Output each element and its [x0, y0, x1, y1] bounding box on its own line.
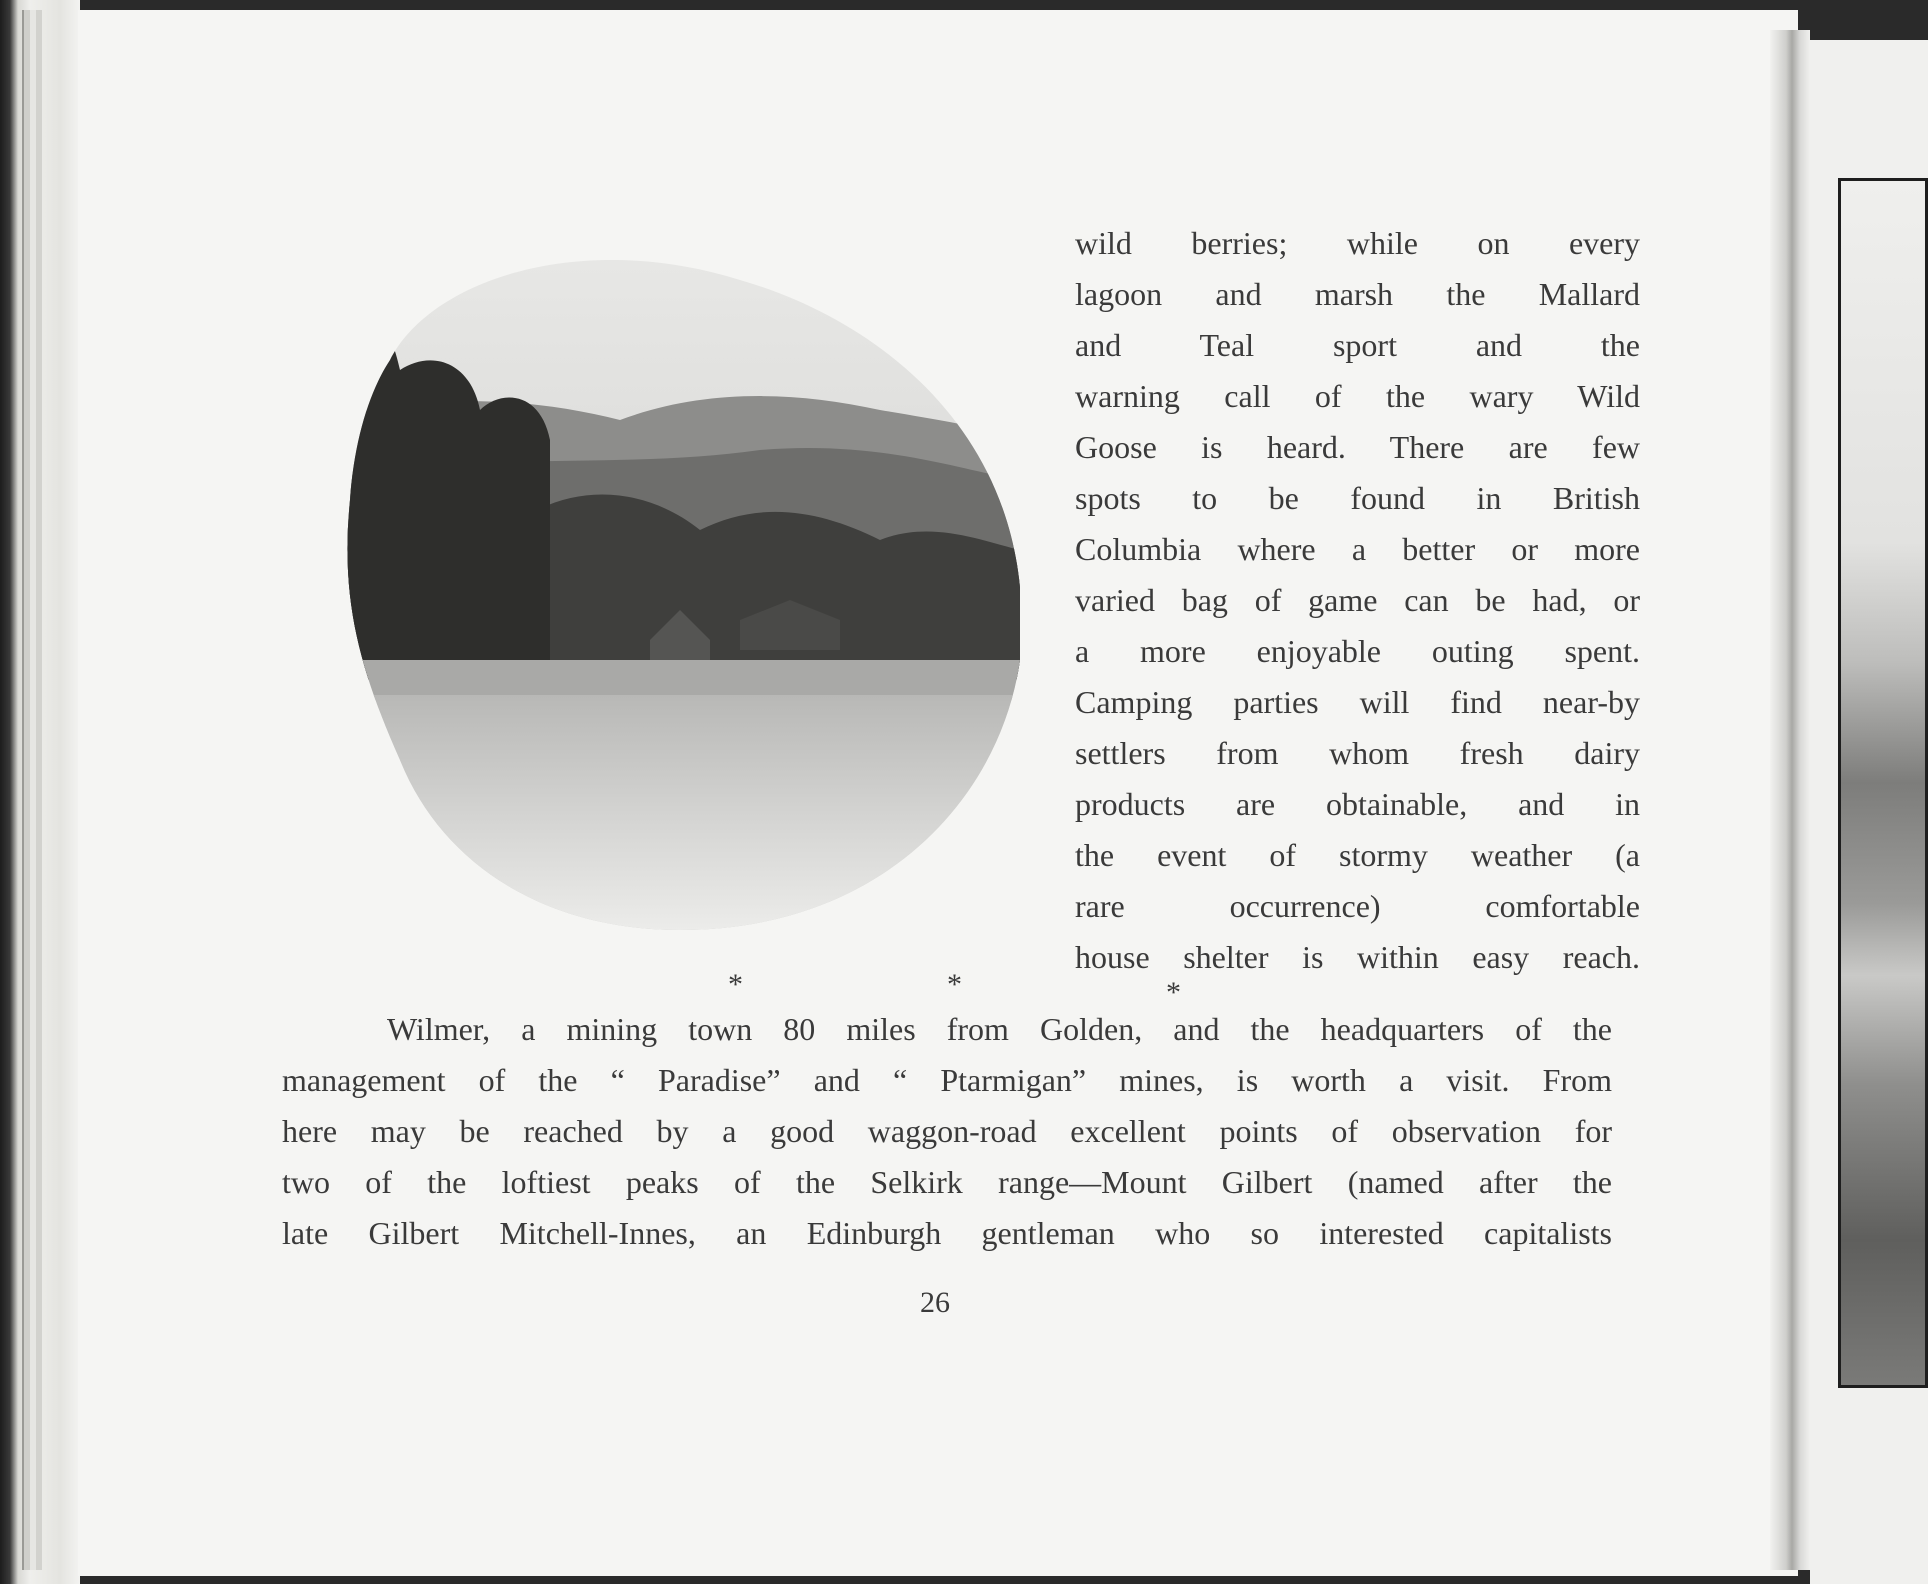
text-line: spots to be found in British	[1075, 480, 1640, 516]
text-line: a more enjoyable outing spent.	[1075, 633, 1640, 669]
section-separator	[0, 968, 1928, 1008]
separator-asterisk: *	[947, 968, 962, 1001]
text-line: Camping parties will find near-by	[1075, 684, 1640, 720]
page-number: 26	[920, 1286, 950, 1319]
text-line: house shelter is within easy reach.	[1075, 939, 1640, 975]
text-line: late Gilbert Mitchell-Innes, an Edinburgh gentleman who so interested capitalists	[282, 1215, 1612, 1251]
text-line: products are obtainable, and in	[1075, 786, 1640, 822]
text-line: varied bag of game can be had, or	[1075, 582, 1640, 618]
vignette-photo	[320, 240, 1020, 940]
text-line: here may be reached by a good waggon-road excellent points of observation for	[282, 1113, 1612, 1149]
text-line: Goose is heard. There are few	[1075, 429, 1640, 465]
text-line: wild berries; while on every	[1075, 225, 1640, 261]
text-line: rare occurrence) comfortable	[1075, 888, 1640, 924]
bottom-paragraph	[282, 1004, 1612, 1259]
book-gutter	[1770, 30, 1810, 1570]
facing-page-photo-plate	[1838, 178, 1928, 1388]
text-line: Columbia where a better or more	[1075, 531, 1640, 567]
text-line: warning call of the wary Wild	[1075, 378, 1640, 414]
text-line: lagoon and marsh the Mallard	[1075, 276, 1640, 312]
text-line: Wilmer, a mining town 80 miles from Golden, and the headquarters of the	[387, 1011, 1612, 1047]
page-stack	[22, 10, 84, 1570]
separator-asterisk: *	[728, 968, 743, 1001]
separator-asterisk: *	[1166, 976, 1181, 1009]
text-line: the event of stormy weather (a	[1075, 837, 1640, 873]
text-line: two of the loftiest peaks of the Selkirk range—Mount Gilbert (named after the	[282, 1164, 1612, 1200]
text-line: settlers from whom fresh dairy	[1075, 735, 1640, 771]
right-column-paragraph	[1075, 218, 1640, 983]
lake-cabin-photo	[320, 240, 1020, 940]
text-line: management of the “ Paradise” and “ Ptarmigan” mines, is worth a visit. From	[282, 1062, 1612, 1098]
text-line: and Teal sport and the	[1075, 327, 1640, 363]
